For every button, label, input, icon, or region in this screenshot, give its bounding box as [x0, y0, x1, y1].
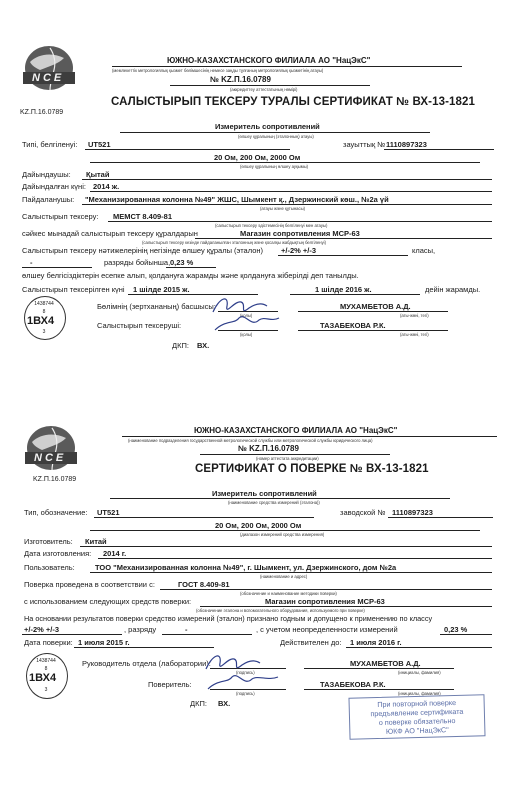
org-caption: (мемлекеттік метрологиялық қызмет бөлімшесінің немесе заңды тұлғаның метрологиялық қызметінің атауы) [112, 68, 324, 73]
date-made-label: Дата изготовления: [24, 549, 92, 558]
dash-value: - [30, 258, 33, 267]
accred-caption: (номер аттестата аккредитации) [256, 456, 319, 461]
logo-text: NCE [34, 452, 67, 464]
uncertainty-value: 0,23 % [170, 258, 194, 267]
method-value: ГОСТ 8.409-81 [178, 580, 230, 589]
user-label: Пайдаланушы: [22, 195, 75, 204]
note-line-1: При повторной поверке [377, 697, 457, 710]
org-name: ЮЖНО-КАЗАХСТАНСКОГО ФИЛИАЛА АО "НацЭкС" [194, 426, 398, 435]
device-caption: (наименование средства измерений (эталона)) [228, 500, 320, 505]
org-name: ЮЖНО-КАЗАХСТАНСКОГО ФИЛИАЛА АО "НацЭкС" [167, 56, 371, 65]
signature-head-icon [205, 288, 285, 338]
head-name: МУХАМБЕТОВ А.Д. [350, 659, 421, 668]
accuracy-value: +/-2% +/-3 [24, 625, 60, 634]
verifier-name: ТАЗАБЕКОВА Р.К. [320, 321, 386, 330]
dash-value: - [185, 625, 188, 634]
verifier-sign-caption: (подпись) [236, 691, 255, 696]
type-label: Тип, обозначение: [24, 508, 88, 517]
stamp-mid: 8 [44, 666, 48, 672]
verifier-label: Салыстырып тексеруші: [97, 321, 182, 330]
verifier-name: ТАЗАБЕКОВА Р.К. [320, 680, 386, 689]
head-label: Бөлімнің (зертхананың) басшысы: [97, 302, 216, 311]
head-name: МУХАМБЕТОВ А.Д. [340, 302, 411, 311]
maker-label: Дайындаушы: [22, 170, 71, 179]
accred-caption: (аккредиттеу аттестатының нөмірі) [230, 87, 298, 92]
certificate-title: СЕРТИФИКАТ О ПОВЕРКЕ № ВХ-13-1821 [195, 463, 429, 475]
stamp-mid: 8 [42, 309, 46, 315]
maker-label: Изготовитель: [24, 537, 73, 546]
type-value: UT521 [97, 508, 120, 517]
date-value: 1 шілде 2015 ж. [133, 285, 190, 294]
verifier-label: Поверитель: [148, 680, 192, 689]
accred-number: № KZ.П.16.0789 [210, 75, 271, 84]
range-caption: (өлшеу құралының өлшеу ауқымы) [240, 164, 309, 169]
device-name: Измеритель сопротивлений [212, 489, 317, 498]
method-label: Поверка проведена в соответствии с: [24, 580, 155, 589]
valid-label: дейін жарамды. [425, 285, 481, 294]
serial-value: 1110897323 [392, 508, 433, 517]
stamp-bottom: 3 [42, 329, 46, 335]
logo-text: NCE [32, 72, 65, 84]
device-caption: (өлшеу құралының (эталонның) атауы) [238, 134, 314, 139]
serial-label: зауыттық № [343, 140, 386, 149]
user-label: Пользователь: [24, 563, 75, 572]
method-caption: (салыстырып тексеру әдістемесінің белгіленуі мен атауы) [215, 223, 328, 228]
stamp-number: 1438744 [36, 658, 56, 664]
means-caption: (салыстырып тексеру кезінде пайдаланылған эталонның және қосалқы жабдықтың белгіленуі) [142, 240, 327, 245]
accred-number: № KZ.П.16.0789 [238, 444, 299, 453]
stamp-bottom: 3 [44, 687, 48, 693]
head-label: Руководитель отдела (лаборатории): [82, 659, 211, 668]
range-value: 20 Ом, 200 Ом, 2000 Ом [214, 153, 301, 162]
grade-label: , разряду [124, 625, 157, 634]
logo-code: KZ.П.16.0789 [33, 476, 77, 483]
class-label: класы, [412, 246, 436, 255]
accuracy-value: +/-2% +/-3 [281, 246, 317, 255]
valid-until-value: 1 шілде 2016 ж. [315, 285, 372, 294]
logo-code: KZ.П.16.0789 [20, 109, 64, 116]
date-label: Салыстырып тексерілген күні [22, 285, 125, 294]
conclusion-text: өлшеу белгісіздіктерін есепке алып, қолдануға жарамды және қолдануға жіберілді деп танылды. [22, 271, 359, 280]
method-value: МЕМСТ 8.409-81 [113, 212, 173, 221]
maker-value: Китай [85, 537, 107, 546]
note-line-4: ЮКФ АО "НацЭкС" [385, 725, 449, 736]
means-label: с использованием следующих средств поверки: [24, 597, 192, 606]
dkp-label: ДКП: [190, 699, 207, 708]
date-made-label: Дайындалған күні: [22, 182, 86, 191]
org-caption: (наименование подразделения государственной метрологической службы или метрологической службы юридического лица) [128, 438, 373, 443]
date-value: 1 июля 2015 г. [78, 638, 130, 647]
date-made-value: 2014 г. [103, 549, 127, 558]
head-name-caption: (аты-жөні, тегі) [400, 313, 429, 318]
head-name-caption: (инициалы, фамилия) [398, 670, 441, 675]
verifier-name-caption: (аты-жөні, тегі) [400, 332, 429, 337]
date-label: Дата поверки: [24, 638, 73, 647]
signature-head-icon [198, 645, 288, 697]
stamp-number: 1438744 [34, 301, 54, 307]
valid-until-value: 1 июля 2016 г. [350, 638, 402, 647]
method-caption: (обозначение и наименование методики поверки) [240, 591, 337, 596]
type-label: Типі, белгіленуі: [22, 140, 78, 149]
dkp-label: ДКП: [172, 341, 189, 350]
reverification-note-stamp [348, 694, 485, 740]
method-label: Салыстырып тексеру: [22, 212, 99, 221]
globe-logo-icon [20, 44, 78, 106]
stamp-code: 1ВХ4 [27, 315, 55, 327]
means-label: сәйкес мынадай салыстырып тексеру құралдарын [22, 229, 198, 238]
user-value: ТОО "Механизированная колонна №49", г. Шымкент, ул. Дзержинского, дом №2а [95, 563, 397, 572]
uncertainty-label: , с учетом неопределенности измерений [256, 625, 398, 634]
result-label: На основании результатов поверки средство измерений (эталон) признано годным и допущено к применению по классу [24, 614, 433, 623]
head-sign-caption: (подпись) [236, 670, 255, 675]
certificate-russian [0, 400, 517, 800]
valid-label: Действителен до: [280, 638, 342, 647]
verifier-name-caption: (инициалы, фамилия) [398, 691, 441, 696]
user-value: "Механизированная колонна №49" ЖШС, Шымкент қ., Дзержинский көш., №2а үй [85, 195, 389, 204]
head-sign-caption: (қолы) [240, 313, 253, 318]
verifier-sign-caption: (қолы) [240, 332, 253, 337]
dkp-value: ВХ. [197, 341, 210, 350]
dkp-value: ВХ. [218, 699, 231, 708]
note-line-3: о поверке обязательно [378, 715, 456, 728]
range-value: 20 Ом, 200 Ом, 2000 Ом [215, 521, 302, 530]
stamp-code: 1ВХ4 [29, 672, 57, 684]
date-made-value: 2014 ж. [93, 182, 120, 191]
note-line-2: предъявление сертификата [370, 706, 464, 719]
maker-value: Қытай [86, 170, 110, 179]
range-caption: (диапазон измерений средства измерения) [240, 532, 325, 537]
serial-value: 1110897323 [386, 140, 427, 149]
certificate-title: САЛЫСТЫРЫП ТЕКСЕРУ ТУРАЛЫ СЕРТИФИКАТ № ВХ-13-1821 [111, 96, 476, 108]
user-caption: (атауы және құтынасы) [260, 206, 305, 211]
type-value: UT521 [88, 140, 111, 149]
means-caption: (обозначение эталона и вспомогательного оборудования, используемого при поверке) [196, 608, 365, 613]
means-value: Магазин сопротивления МСР-63 [265, 597, 385, 606]
uncertainty-value: 0,23 % [444, 625, 468, 634]
result-label: Салыстырып тексеру нәтижелерінің негізінде өлшеу құралы (эталон) [22, 246, 263, 255]
user-caption: (наименование и адрес) [260, 574, 308, 579]
device-name: Измеритель сопротивлений [215, 122, 320, 131]
means-value: Магазин сопротивления МСР-63 [240, 229, 360, 238]
grade-label: разряды бойынша, [104, 258, 171, 267]
serial-label: заводской № [340, 508, 386, 517]
